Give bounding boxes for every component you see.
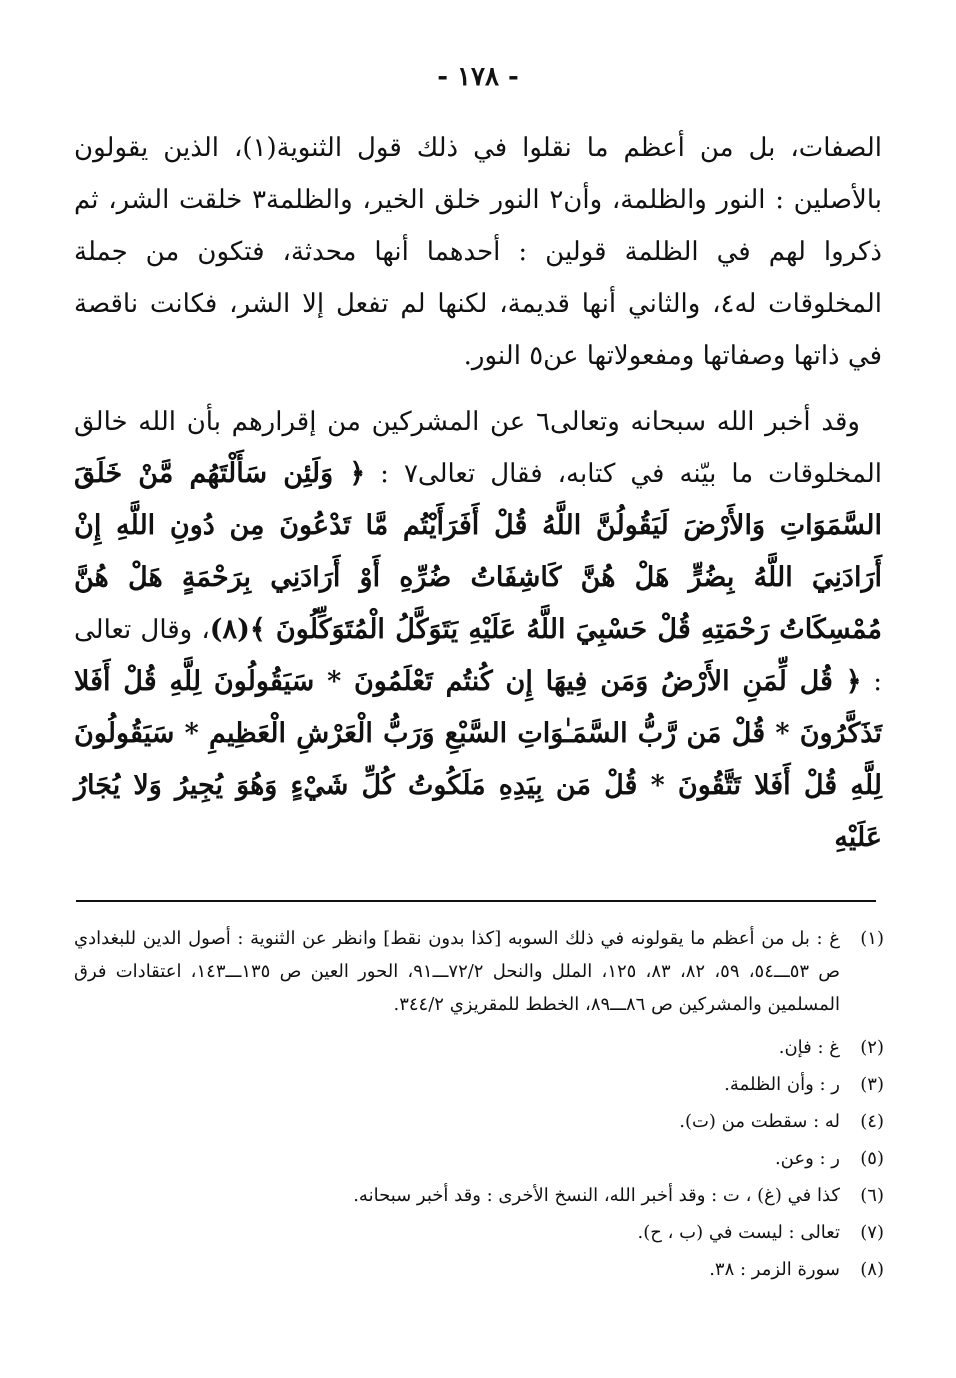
- footnote-8: [74, 1253, 884, 1286]
- footnote-number: (١): [860, 928, 884, 949]
- footnote-text: كذا في (غ) ، ت : وقد أخبر الله، النسخ الأخرى : وقد أخبر سبحانه.: [353, 1185, 840, 1206]
- footnote-7: [74, 1216, 884, 1249]
- footnote-number: (٥): [860, 1148, 884, 1169]
- footnote-2: [74, 1031, 884, 1064]
- footnote-number: (٤): [860, 1111, 884, 1132]
- page-number: - ١٧٨ -: [437, 62, 519, 92]
- footnote-separator: [76, 900, 876, 902]
- footnote-number: (٧): [860, 1222, 884, 1243]
- paragraph-2-connector: ، وقال تعالى :: [74, 615, 883, 697]
- footnote-5: [74, 1142, 884, 1175]
- quran-verse-2: ﴿ قُل لِّمَنِ الأَرْضُ وَمَن فِيهَا إِن كُنتُم تَعْلَمُونَ * سَيَقُولُونَ لِلَّهِ قُلْ أَفَلا تَذَكَّرُونَ * قُلْ مَن رَّبُّ السَّمَـٰوَاتِ السَّبْعِ وَرَبُّ الْعَرْشِ الْعَظِيمِ * سَيَقُولُونَ لِلَّهِ قُلْ أَفَلا تَتَّقُونَ * قُلْ مَن بِيَدِهِ مَلَكُوتُ كُلِّ شَيْءٍ وَهُوَ يُجِيرُ وَلا يُجَارُ عَلَيْهِ: [74, 666, 882, 853]
- footnote-text: له : سقطت من (ت).: [679, 1111, 840, 1132]
- footnote-text: ر : وأن الظلمة.: [724, 1074, 840, 1095]
- footnote-text: غ : فإن.: [778, 1037, 840, 1058]
- paragraph-2: [74, 396, 882, 864]
- footnote-1: [74, 922, 884, 1021]
- quran-verse-1: ﴿ وَلَئِن سَأَلْتَهُم مَّنْ خَلَقَ السَّمَوَاتِ وَالأَرْضَ لَيَقُولُنَّ اللَّهُ قُلْ أَفَرَأَيْتُم مَّا تَدْعُونَ مِن دُونِ اللَّهِ إِنْ أَرَادَنِيَ اللَّهُ بِضُرٍّ هَلْ هُنَّ كَاشِفَاتُ ضُرِّهِ أَوْ أَرَادَنِي بِرَحْمَةٍ هَلْ هُنَّ مُمْسِكَاتُ رَحْمَتِهِ قُلْ حَسْبِيَ اللَّهُ عَلَيْهِ يَتَوَكَّلُ الْمُتَوَكِّلُونَ ﴾(٨): [74, 458, 883, 645]
- footnote-4: [74, 1105, 884, 1138]
- footnote-text: ر : وعن.: [774, 1148, 840, 1169]
- main-text: [74, 122, 882, 864]
- footnotes: [74, 922, 884, 1290]
- footnote-number: (٦): [860, 1185, 884, 1206]
- paragraph-2-intro: وقد أخبر الله سبحانه وتعالى٦ عن المشركين من إقرارهم بأن الله خالق المخلوقات ما بيّنه في كتابه، فقال تعالى٧ :: [74, 407, 883, 489]
- footnote-text: غ : بل من أعظم ما يقولونه في ذلك السوبه [كذا بدون نقط] وانظر عن الثنوية : أصول الدين للبغدادي ص ٥٣ـــ٥٤، ٥٩، ٨٢، ٨٣، ١٢٥، الملل والنحل ٧٢/٢ـــ٩١، الحور العين ص ١٣٥ـــ١٤٣، اعتقادات فرق المسلمين والمشركين ص ٨٦ـــ٨٩، الخطط للمقريزي ٣٤٤/٢.: [74, 928, 841, 1015]
- footnote-text: تعالى : ليست في (ب ، ح).: [637, 1222, 840, 1243]
- footnote-3: [74, 1068, 884, 1101]
- footnote-number: (٨): [860, 1259, 884, 1280]
- footnote-6: [74, 1179, 884, 1212]
- footnote-number: (٣): [860, 1074, 884, 1095]
- footnote-number: (٢): [860, 1037, 884, 1058]
- footnote-text: سورة الزمر : ٣٨.: [709, 1259, 840, 1280]
- paragraph-1: الصفات، بل من أعظم ما نقلوا في ذلك قول الثنوية(١)، الذين يقولون بالأصلين : النور والظلمة، وأن٢ النور خلق الخير، والظلمة٣ خلقت الشر، ثم ذكروا لهم في الظلمة قولين : أحدهما أنها محدثة، فتكون من جملة المخلوقات له٤، والثاني أنها قديمة، لكنها لم تفعل إلا الشر، فكانت ناقصة في ذاتها وصفاتها ومفعولاتها عن٥ النور.: [74, 133, 883, 371]
